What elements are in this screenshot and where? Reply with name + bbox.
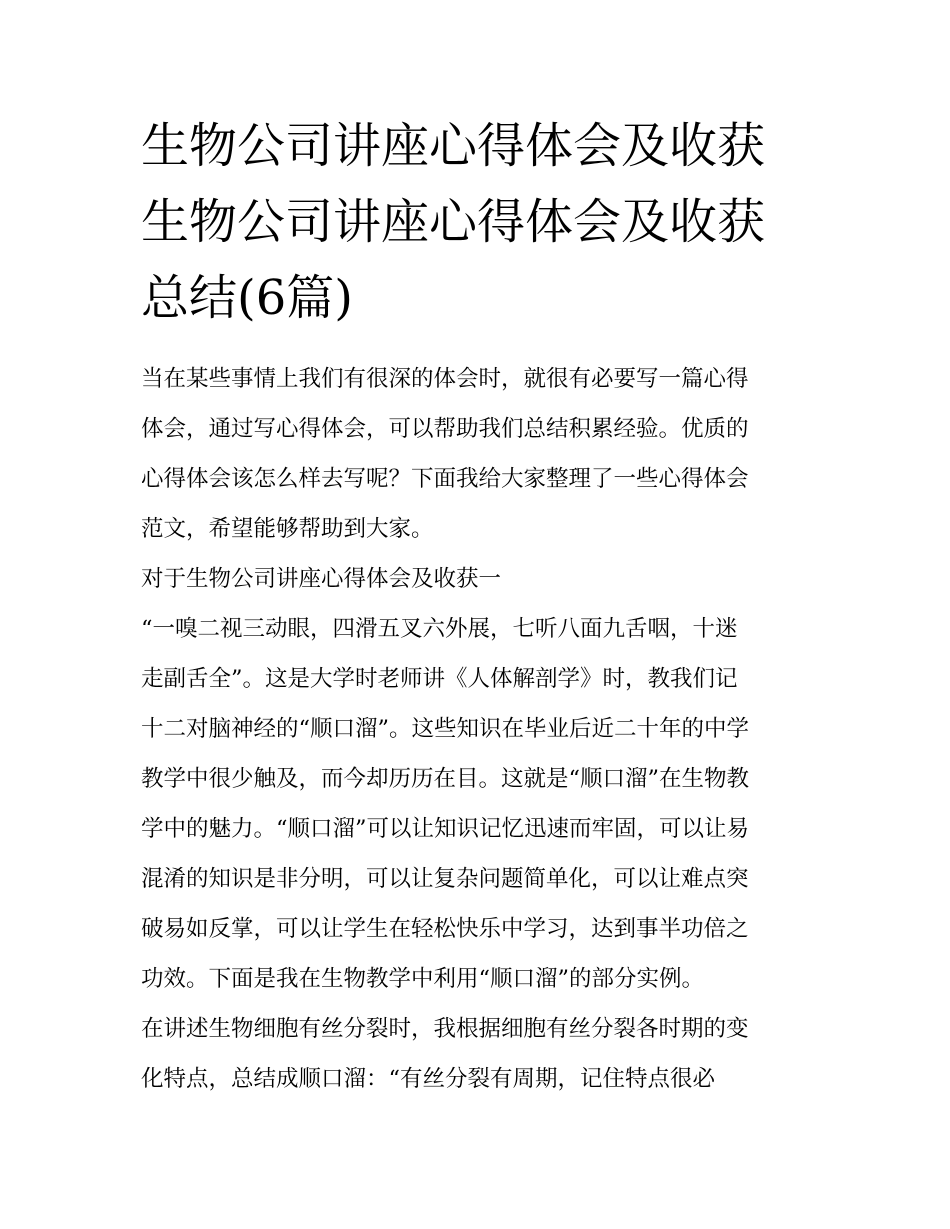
paragraph-line: 走副舌全”。这是大学时老师讲《人体解剖学》时，教我们记 [141, 666, 738, 692]
paragraph-line: 学中的魅力。“顺口溜”可以让知识记忆迅速而牢固，可以让易 [141, 816, 750, 842]
paragraph-line: 十二对脑神经的“顺口溜”。这些知识在毕业后近二十年的中学 [141, 716, 750, 742]
intro-line: 范文，希望能够帮助到大家。 [141, 516, 434, 542]
paragraph-1 [141, 604, 813, 1004]
intro-paragraph [141, 354, 813, 554]
paragraph-line: 混淆的知识是非分明，可以让复杂问题简单化，可以让难点突 [141, 866, 749, 892]
section-heading: 对于生物公司讲座心得体会及收获一 [141, 566, 502, 592]
paragraph-line: 化特点，总结成顺口溜：“有丝分裂有周期，记住特点很必 [141, 1066, 716, 1092]
paragraph-2 [141, 1004, 813, 1104]
paragraph-line: “一嗅二视三动眼，四滑五叉六外展，七听八面九舌咽，十迷 [141, 616, 738, 642]
intro-line: 体会，通过写心得体会，可以帮助我们总结积累经验。优质的 [141, 416, 749, 442]
intro-line: 当在某些事情上我们有很深的体会时，就很有必要写一篇心得 [141, 366, 749, 392]
intro-line: 心得体会该怎么样去写呢？下面我给大家整理了一些心得体会 [141, 466, 749, 492]
paragraph-line: 功效。下面是我在生物教学中利用“顺口溜”的部分实例。 [141, 966, 705, 992]
paragraph-line: 破易如反掌，可以让学生在轻松快乐中学习，达到事半功倍之 [141, 916, 749, 942]
paragraph-line: 在讲述生物细胞有丝分裂时，我根据细胞有丝分裂各时期的变 [141, 1016, 749, 1042]
paragraph-line: 教学中很少触及，而今却历历在目。这就是“顺口溜”在生物教 [141, 766, 750, 792]
document-page [141, 112, 813, 1104]
document-title [141, 108, 813, 336]
title-line-2: 生物公司讲座心得体会及收获 [141, 194, 766, 250]
title-line-1: 生物公司讲座心得体会及收获 [141, 118, 766, 174]
title-line-3: 总结(6篇) [141, 270, 353, 326]
